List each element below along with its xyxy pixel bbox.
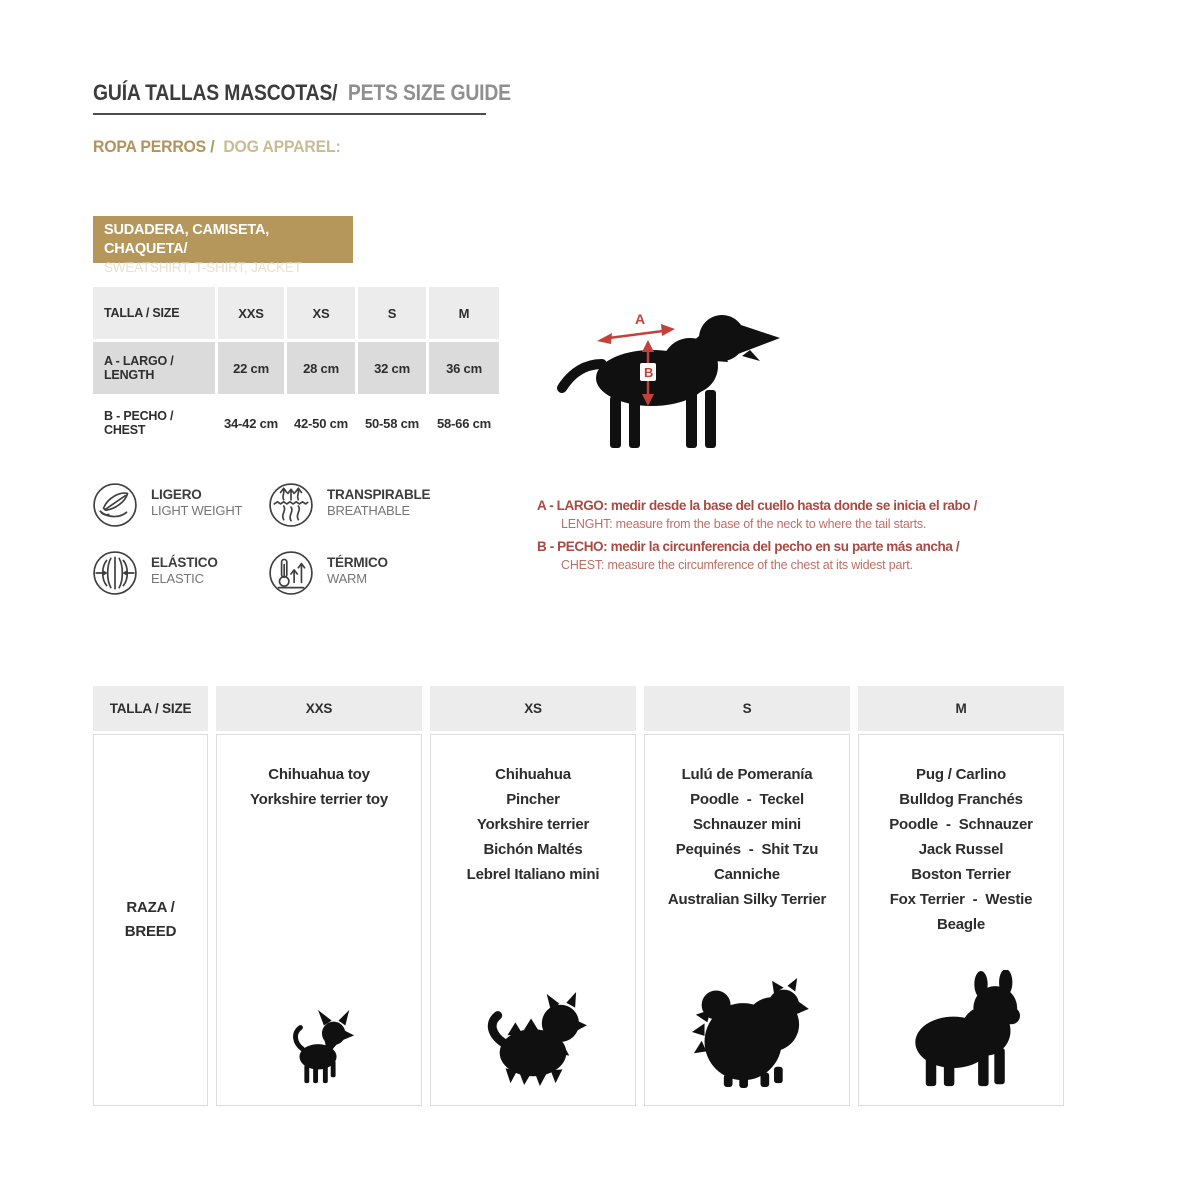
breed-table-header-s: S	[644, 686, 850, 731]
measuring-diagram	[552, 298, 802, 458]
breed-item: Bulldog Franchés	[899, 791, 1023, 808]
breed-item: Jack Russel	[918, 841, 1004, 858]
subtitle-en: DOG APPAREL:	[223, 137, 341, 156]
note-a-en: LENGHT: measure from the base of the neck to where the tail starts.	[561, 517, 927, 531]
feature-list	[92, 482, 498, 596]
pomeranian-silhouette-icon	[683, 978, 811, 1088]
breed-item: Canniche	[714, 866, 780, 883]
size-table-cell: 58-66 cm	[429, 397, 499, 449]
size-table-header-xs: XS	[287, 287, 355, 339]
garment-type-banner	[93, 216, 353, 275]
size-table-header-talla: TALLA / SIZE	[93, 287, 215, 339]
french-bulldog-silhouette-icon	[898, 970, 1024, 1088]
feature-label-en: WARM	[327, 571, 367, 586]
breed-cell-xxs	[216, 734, 422, 1106]
elastic-icon	[92, 550, 138, 596]
breed-row-label-es: RAZA /	[126, 899, 175, 916]
breed-cell-m	[858, 734, 1064, 1106]
page-title-es: GUÍA TALLAS MASCOTAS/	[93, 80, 338, 105]
size-table-header-s: S	[358, 287, 426, 339]
banner-line-es: SUDADERA, CAMISETA, CHAQUETA/	[104, 222, 270, 257]
feature-label-es: ELÁSTICO	[151, 555, 218, 570]
breed-item: Chihuahua toy	[268, 766, 370, 783]
breed-item: Pequinés - Shit Tzu	[675, 841, 819, 858]
size-table	[93, 287, 499, 449]
page-title-en: PETS SIZE GUIDE	[347, 80, 511, 105]
arrow-a-label: A	[635, 311, 645, 327]
breed-item: Beagle	[937, 916, 985, 933]
breed-item: Pincher	[506, 791, 560, 808]
feature-label-en: BREATHABLE	[327, 503, 411, 518]
banner-line-en: SWEATSHIRT, T-SHIRT, JACKET	[104, 260, 302, 275]
title-underline	[93, 113, 486, 115]
size-table-cell: 28 cm	[287, 342, 355, 394]
feature-label-en: LIGHT WEIGHT	[151, 503, 243, 518]
size-table-header-m: M	[429, 287, 499, 339]
breed-cell-s	[644, 734, 850, 1106]
page-subtitle	[93, 137, 341, 157]
yorkshire-terrier-silhouette-icon	[478, 992, 588, 1088]
thermometer-icon	[268, 550, 314, 596]
breathable-icon	[268, 482, 314, 528]
feature-label-es: LIGERO	[151, 487, 202, 502]
feature-elastic	[92, 550, 268, 596]
breed-item: Chihuahua	[495, 766, 571, 783]
breed-item: Australian Silky Terrier	[667, 891, 827, 908]
size-table-header-xxs: XXS	[218, 287, 284, 339]
breed-table-header-xxs: XXS	[216, 686, 422, 731]
note-b-es: B - PECHO: medir la circunferencia del pecho en su parte más ancha /	[537, 539, 960, 554]
breed-item: Fox Terrier - Westie	[889, 891, 1033, 908]
breed-item: Pug / Carlino	[916, 766, 1006, 783]
breed-item: Schnauzer mini	[692, 816, 802, 833]
feature-lightweight	[92, 482, 268, 528]
breed-item: Lebrel Italiano mini	[466, 866, 600, 883]
feature-label-en: ELASTIC	[151, 571, 204, 586]
breed-table-header-m: M	[858, 686, 1064, 731]
size-table-cell: 34-42 cm	[218, 397, 284, 449]
feature-breathable	[268, 482, 498, 528]
breed-table-header-xs: XS	[430, 686, 636, 731]
feature-warm	[268, 550, 498, 596]
page-title	[93, 80, 568, 106]
breed-item: Poodle - Schnauzer	[889, 816, 1033, 833]
breed-item: Yorkshire terrier toy	[249, 791, 389, 808]
measuring-notes	[537, 496, 977, 578]
measure-diagram-dog-icon	[552, 298, 802, 458]
chihuahua-silhouette-icon	[275, 1008, 363, 1088]
subtitle-es: ROPA PERROS /	[93, 137, 215, 156]
breed-row-label	[93, 734, 208, 1106]
size-table-row-length-label: A - LARGO / LENGTH	[93, 342, 215, 394]
size-table-cell: 50-58 cm	[358, 397, 426, 449]
breed-item: Boston Terrier	[911, 866, 1011, 883]
breed-item: Poodle - Teckel	[690, 791, 804, 808]
breed-item: Bichón Maltés	[483, 841, 583, 858]
breed-cell-xs	[430, 734, 636, 1106]
breed-row-label-en: BREED	[124, 923, 177, 940]
size-table-cell: 22 cm	[218, 342, 284, 394]
breed-item: Lulú de Pomeranía	[681, 766, 813, 783]
size-table-row-chest-label: B - PECHO / CHEST	[93, 397, 215, 449]
breed-table-header-talla: TALLA / SIZE	[93, 686, 208, 731]
note-b-en: CHEST: measure the circumference of the chest at its widest part.	[561, 558, 913, 572]
note-a-es: A - LARGO: medir desde la base del cuello hasta donde se inicia el rabo /	[537, 498, 977, 513]
feature-label-es: TÉRMICO	[327, 555, 388, 570]
arrow-b-label: B	[644, 365, 654, 380]
size-table-cell: 42-50 cm	[287, 397, 355, 449]
breed-item: Yorkshire terrier	[476, 816, 590, 833]
size-table-cell: 32 cm	[358, 342, 426, 394]
breed-table	[93, 686, 1064, 1106]
feather-hand-icon	[92, 482, 138, 528]
size-table-cell: 36 cm	[429, 342, 499, 394]
feature-label-es: TRANSPIRABLE	[327, 487, 431, 502]
